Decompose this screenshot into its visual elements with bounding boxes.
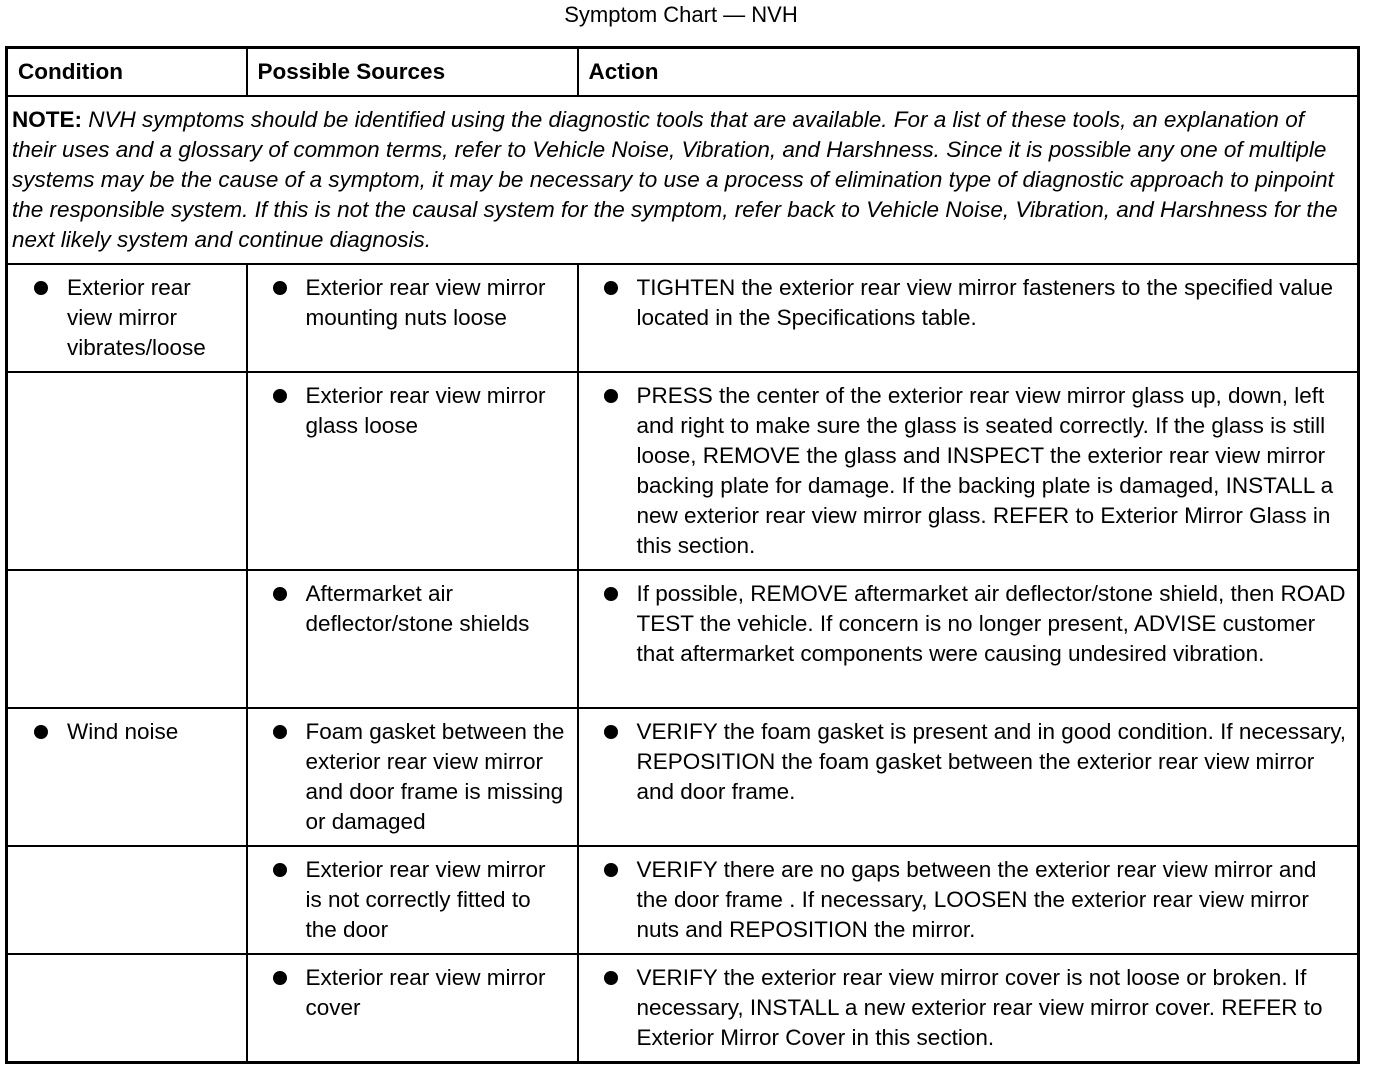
bullet-icon <box>604 725 618 739</box>
action-text: TIGHTEN the exterior rear view mirror fasteners to the specified value located in the Specifications table. <box>636 275 1334 330</box>
action-cell <box>578 570 1359 708</box>
table-row <box>7 372 1359 570</box>
source-cell <box>247 708 578 846</box>
source-text: Exterior rear view mirror is not correctly fitted to the door <box>305 857 546 942</box>
bullet-icon <box>273 587 287 601</box>
bullet-icon <box>604 281 618 295</box>
condition-cell <box>7 372 247 570</box>
note-text: NVH symptoms should be identified using the diagnostic tools that are available. For a list of these tools, an explanation of their uses and a glossary of common terms, refer to Vehicle Noise, Vibration, and Harshness. Since it is possible any one of multiple systems may be the cause of a symptom, it may be necessary to use a process of elimination type of diagnostic approach to pinpoint the responsible system. If this is not the causal system for the symptom, refer back to Vehicle Noise, Vibration, and Harshness for the next likely system and continue diagnosis. <box>12 107 1338 252</box>
action-cell <box>578 264 1359 372</box>
action-cell <box>578 372 1359 570</box>
condition-cell <box>7 708 247 846</box>
action-cell <box>578 708 1359 846</box>
source-text: Exterior rear view mirror mounting nuts loose <box>305 275 546 330</box>
bullet-icon <box>273 725 287 739</box>
bullet-icon <box>34 281 48 295</box>
condition-cell <box>7 570 247 708</box>
action-text: VERIFY there are no gaps between the exterior rear view mirror and the door frame . If necessary, LOOSEN the exterior rear view mirror nuts and REPOSITION the mirror. <box>636 857 1317 942</box>
note-cell <box>7 96 1359 264</box>
action-text: PRESS the center of the exterior rear view mirror glass up, down, left and right to make sure the glass is seated correctly. If the glass is still loose, REMOVE the glass and INSPECT the exterior rear view mirror backing plate for damage. If the backing plate is damaged, INSTALL a new exterior rear view mirror glass. REFER to Exterior Mirror Glass in this section. <box>636 383 1334 558</box>
bullet-icon <box>604 389 618 403</box>
condition-text: Wind noise <box>67 719 179 744</box>
bullet-icon <box>273 389 287 403</box>
source-text: Exterior rear view mirror cover <box>305 965 546 1020</box>
condition-text: Exterior rear view mirror vibrates/loose <box>67 275 206 360</box>
note-row <box>7 96 1359 264</box>
condition-cell <box>7 846 247 954</box>
bullet-icon <box>604 863 618 877</box>
chart-title: Symptom Chart — NVH <box>564 2 798 27</box>
header-condition <box>7 48 247 97</box>
bullet-icon <box>604 587 618 601</box>
table-row <box>7 264 1359 372</box>
header-row <box>7 48 1359 97</box>
source-text: Foam gasket between the exterior rear view mirror and door frame is missing or damaged <box>305 719 565 834</box>
source-cell <box>247 372 578 570</box>
action-cell <box>578 846 1359 954</box>
table-row <box>7 708 1359 846</box>
action-text: VERIFY the foam gasket is present and in good condition. If necessary, REPOSITION the foam gasket between the exterior rear view mirror and door frame. <box>636 719 1347 804</box>
header-sources <box>247 48 578 97</box>
condition-cell <box>7 264 247 372</box>
note-label: NOTE: <box>12 107 82 132</box>
source-cell <box>247 846 578 954</box>
source-cell <box>247 570 578 708</box>
bullet-icon <box>34 725 48 739</box>
source-cell <box>247 264 578 372</box>
table-row <box>7 954 1359 1063</box>
action-text: VERIFY the exterior rear view mirror cover is not loose or broken. If necessary, INSTALL a new exterior rear view mirror cover. REFER to Exterior Mirror Cover in this section. <box>636 965 1323 1050</box>
header-sources-label: Possible Sources <box>257 59 446 84</box>
bullet-icon <box>604 971 618 985</box>
table-row <box>7 570 1359 708</box>
source-text: Aftermarket air deflector/stone shields <box>305 581 530 636</box>
symptom-chart-table <box>5 46 1360 1064</box>
table-row <box>7 846 1359 954</box>
source-cell <box>247 954 578 1063</box>
condition-cell <box>7 954 247 1063</box>
action-cell <box>578 954 1359 1063</box>
header-action-label: Action <box>588 59 659 84</box>
bullet-icon <box>273 281 287 295</box>
bullet-icon <box>273 971 287 985</box>
header-condition-label: Condition <box>18 59 123 84</box>
action-text: If possible, REMOVE aftermarket air deflector/stone shield, then ROAD TEST the vehicle. If concern is no longer present, ADVISE customer that aftermarket components were causing undesired vibration. <box>636 581 1346 666</box>
source-text: Exterior rear view mirror glass loose <box>305 383 546 438</box>
bullet-icon <box>273 863 287 877</box>
header-action <box>578 48 1359 97</box>
